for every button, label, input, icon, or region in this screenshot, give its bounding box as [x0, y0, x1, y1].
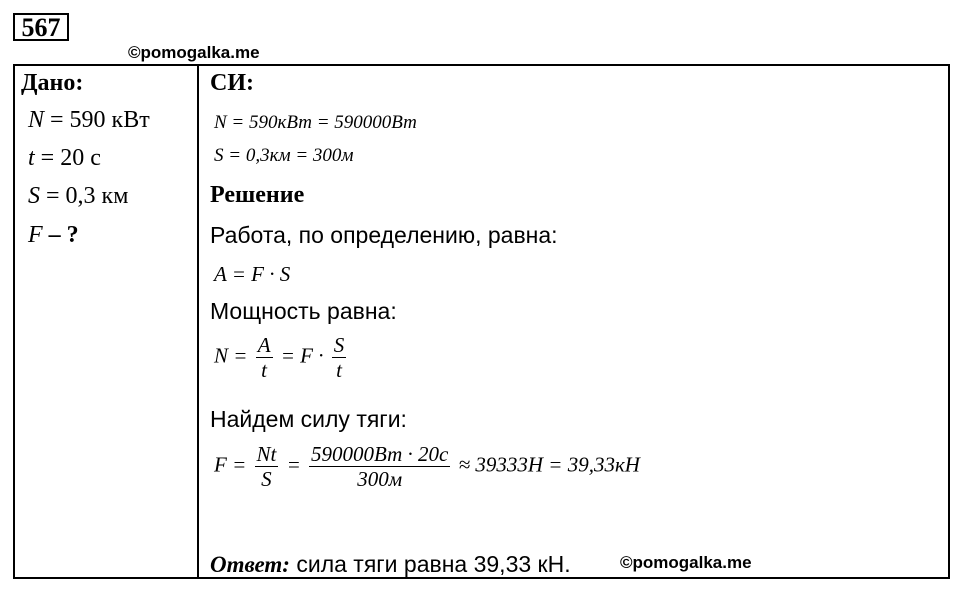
force-equals: = — [286, 452, 301, 477]
given-title: Дано: — [21, 70, 84, 96]
fraction-numerator: Nt — [256, 442, 277, 466]
fraction-numerator: 590000Вт · 20с — [311, 442, 449, 466]
force-fraction-numeric — [309, 442, 450, 491]
given-distance-var: S — [28, 183, 40, 209]
given-time — [28, 145, 101, 172]
work-formula: A = F · S — [214, 262, 291, 286]
power-formula — [214, 333, 349, 382]
given-distance-value: = 0,3 км — [40, 183, 129, 209]
given-time-var: t — [28, 145, 35, 171]
power-lhs: N = — [214, 343, 248, 368]
problem-number: 567 — [13, 13, 69, 41]
given-unknown-var: F — [28, 222, 43, 248]
column-divider — [197, 64, 199, 579]
given-unknown-mark: – ? — [42, 222, 79, 248]
power-text: Мощность равна: — [210, 298, 397, 324]
answer-text: сила тяги равна 39,33 кН. — [289, 551, 571, 577]
given-power-var: N — [28, 107, 45, 133]
fraction-numerator: A — [257, 333, 271, 357]
given-time-value: = 20 с — [34, 145, 101, 171]
force-text: Найдем силу тяги: — [210, 406, 407, 432]
solution-title: Решение — [210, 182, 305, 208]
fraction-denominator: S — [261, 467, 272, 492]
power-mid: = F · — [280, 343, 324, 368]
fraction-denominator: 300м — [357, 467, 403, 492]
watermark-bottom: ©pomogalka.me — [620, 553, 752, 572]
watermark-top: ©pomogalka.me — [128, 43, 260, 62]
given-unknown — [28, 222, 79, 249]
fraction-numerator: S — [333, 333, 345, 357]
force-lhs: F = — [214, 452, 247, 477]
fraction-denominator: t — [261, 358, 268, 383]
si-power: N = 590кВт = 590000Вт — [214, 112, 417, 133]
fraction-denominator: t — [336, 358, 342, 383]
work-text: Работа, по определению, равна: — [210, 222, 558, 248]
force-fraction-symbolic — [255, 442, 279, 491]
power-fraction-b — [332, 333, 347, 382]
force-result: ≈ 39333Н = 39,33кН — [458, 452, 640, 477]
given-distance — [28, 183, 128, 210]
si-title: СИ: — [210, 70, 254, 96]
force-formula — [214, 442, 640, 491]
answer — [210, 551, 571, 578]
si-distance: S = 0,3км = 300м — [214, 145, 354, 166]
given-power — [28, 107, 150, 134]
answer-label: Ответ: — [210, 552, 290, 577]
solution-table — [13, 64, 950, 579]
power-fraction-a — [256, 333, 273, 382]
given-power-value: = 590 кВт — [44, 107, 150, 133]
